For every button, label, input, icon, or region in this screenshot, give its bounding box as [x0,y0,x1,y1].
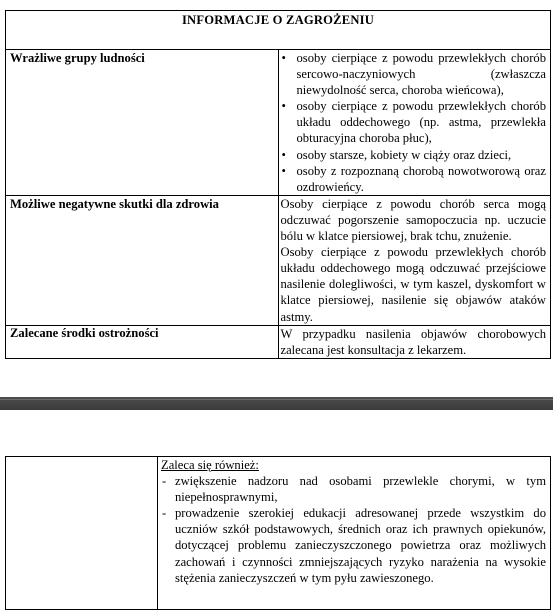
list-item: • osoby starsze, kobiety w ciąży oraz dzieci, [281,147,512,162]
table-header-row [6,11,551,50]
health-effects-paragraph: Osoby cierpiące z powodu przewlekłych chorób układu oddechowego mogą odczuwać przejściowe nasilenie dolegliwości, w tym kaszel, dyskomfort w klatce piersiowej, nasilenie się objawów ataków astmy. [280,245,546,324]
row-content-sensitive-groups [278,50,551,196]
health-effects-paragraph: Osoby cierpiące z powodu chorób serca mogą odczuwać pogorszenie samopoczucia np. uczucie bólu w klatce piersiowej, brak tchu, znużenie. [280,196,546,244]
bullet-icon: • [281,147,286,162]
row-label-sensitive-groups: Wrażliwe grupy ludności [6,50,279,196]
empty-label-cell [6,457,158,610]
row-label-precautions: Zalecane środki ostrożności [6,325,279,358]
hazard-info-table [5,10,551,359]
recommendations-heading: Zaleca się również: [161,458,259,472]
table-row-health-effects [6,195,551,325]
list-item: - prowadzenie szerokiej edukacji adresowanej przede wszystkim do uczniów szkół podstawowych, średnich oraz ich prawnych opiekunów, dotyczącej problemu zanieczyszczonego powietrza oraz możliwych zachowań i czynności zmniejszających ryzyko narażenia na wysokie stężenia zanieczyszczeń w tym pyłu zawieszonego. [162,506,546,585]
list-item: • osoby cierpiące z powodu przewlekłych chorób układu oddechowego (np. astma, przewlekła obturacyjna choroba płuc), [281,99,546,146]
list-item: - zwiększenie nadzoru nad osobami przewlekle chorymi, w tym niepełnosprawnymi, [162,474,546,505]
recommendations-list [161,473,546,586]
table-row [6,457,551,610]
page-break-separator [0,397,553,410]
dash-icon: - [162,474,167,489]
continuation-content [158,457,551,610]
list-item: • osoby cierpiące z powodu przewlekłych chorób sercowo-naczyniowych (zwłaszcza niewydolność serca, choroba wieńcowa), [281,51,546,98]
row-label-health-effects: Możliwe negatywne skutki dla zdrowia [6,195,279,325]
dash-icon: - [162,506,167,521]
table-row-precautions [6,325,551,358]
table-title: INFORMACJE O ZAGROŻENIU [6,11,551,50]
row-content-precautions: W przypadku nasilenia objawów chorobowych zalecana jest konsultacja z lekarzem. [278,325,551,358]
separator-line [0,399,553,400]
continuation-table [5,456,551,610]
bullet-icon: • [281,51,286,65]
bullet-icon: • [281,163,286,178]
row-content-health-effects [278,195,551,325]
sensitive-groups-list [281,50,547,195]
bullet-icon: • [281,99,286,114]
table-row-sensitive-groups [6,50,551,196]
list-item: • osoby z rozpoznaną chorobą nowotworową oraz ozdrowieńcy. [281,163,546,194]
